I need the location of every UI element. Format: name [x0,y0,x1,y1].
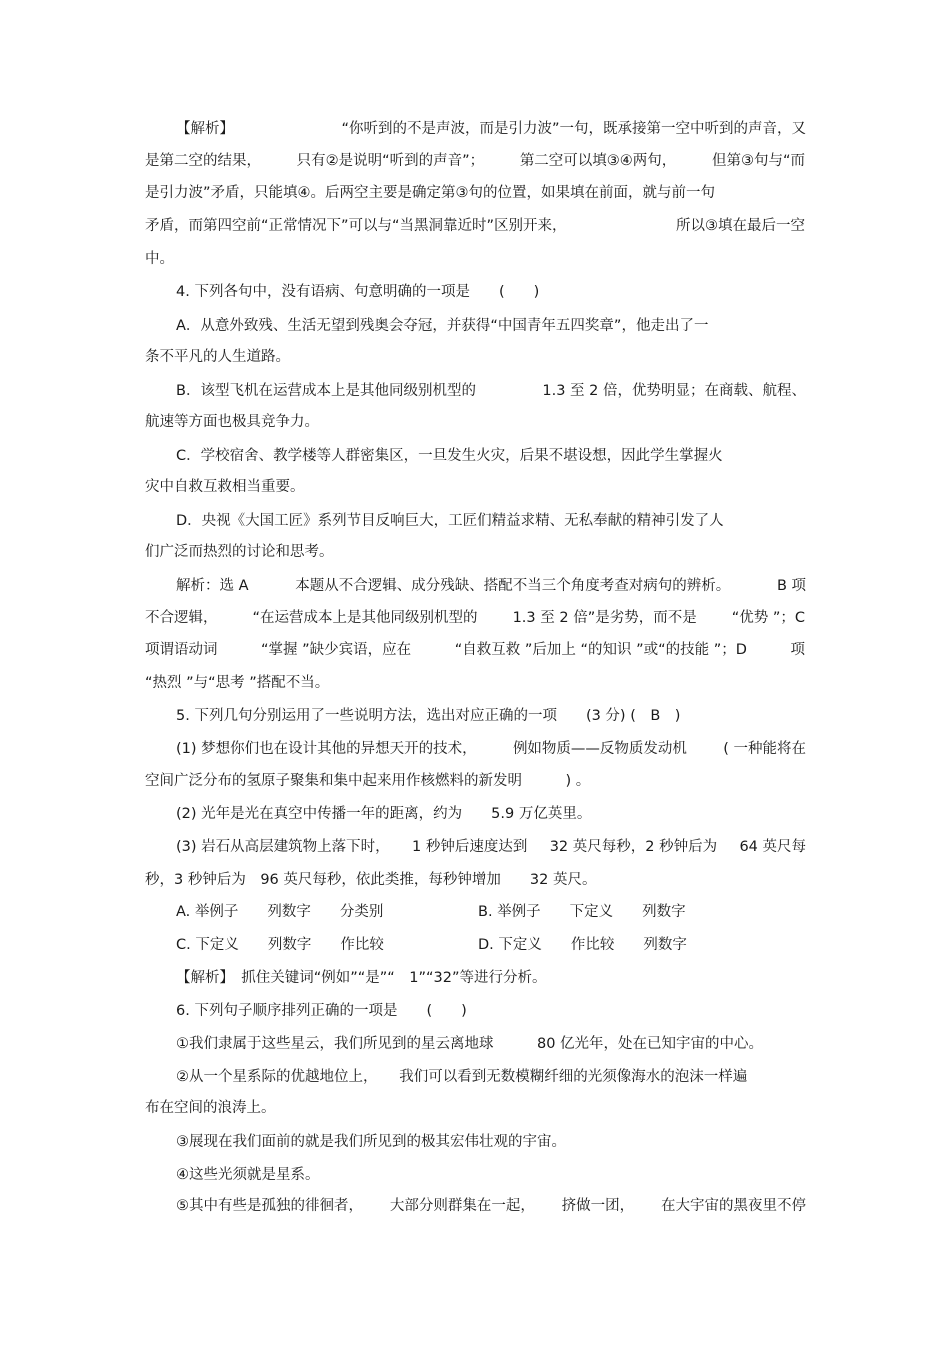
text-line: 航速等方面也极具竞争力。 [145,414,319,430]
text-line: D．央视《大国工匠》系列节目反响巨大，工匠们精益求精、无私奉献的精神引发了人 [176,513,724,529]
text-segment: 【解析】 [176,121,234,137]
text-line: C．学校宿舍、教学楼等人群密集区，一旦发生火灾，后果不堪设想，因此学生掌握火 [176,448,723,464]
option-left: C. 下定义 列数字 作比较 [176,937,384,953]
text-line: ②从一个星系际的优越地位上， 我们可以看到无数模糊纤细的光须像海水的泡沫一样遍 [176,1069,748,1085]
text-line: 4. 下列各句中，没有语病、句意明确的一项是 ( ) [176,284,540,300]
text-line [145,608,805,628]
text-line: 中。 [145,251,174,267]
text-line [176,1196,806,1216]
text-segment: “在运营成本上是其他同级别机型的 [252,610,478,626]
text-segment: “优势 ”；C [731,610,805,626]
text-segment: 解析：选 A [176,578,249,594]
text-line: 6. 下列句子顺序排列正确的一项是 ( ) [176,1003,467,1019]
text-segment: 64 英尺每 [739,839,806,855]
text-segment: 不合逻辑， [145,610,218,626]
text-line: 是引力波”矛盾，只能填④。后两空主要是确定第③句的位置，如果填在前面，就与前一句 [145,185,716,201]
text-segment: 矛盾，而第四空前“正常情况下”可以与“当黑洞靠近时”区别开来， [145,218,567,234]
text-segment: 是第二空的结果， [145,153,261,169]
text-segment: ⑤其中有些是孤独的徘徊者， [176,1198,363,1214]
text-segment: “掌握 ”缺少宾语，应在 [261,642,412,658]
text-line: A．从意外致残、生活无望到残奥会夺冠，并获得“中国青年五四奖章”，他走出了一 [176,318,709,334]
text-line [145,216,805,236]
text-segment: (1) 梦想你们也在设计其他的异想天开的技术， [176,741,477,757]
text-segment: 例如物质——反物质发动机 [512,741,687,757]
text-segment: 项 [790,642,805,658]
text-line [176,381,806,401]
text-line: 空间广泛分布的氢原子聚集和集中起来用作核燃料的新发明 ) 。 [145,773,591,789]
option-left: A. 举例子 列数字 分类别 [176,904,384,920]
text-segment: ( 一种能将在 [723,741,806,757]
text-segment: 1.3 至 2 倍，优势明显；在商载、航程、 [542,383,806,399]
text-line: 布在空间的浪涛上。 [145,1100,276,1116]
text-line: 们广泛而热烈的讨论和思考。 [145,544,334,560]
text-line [176,837,806,857]
text-segment: “自救互救 ”后加上 “的知识 ”或“的技能 ”；D [454,642,747,658]
text-segment: “你听到的不是声波，而是引力波”一句，既承接第一空中听到的声音，又 [341,121,806,137]
text-line: 秒，3 秒钟后为 96 英尺每秒，依此类推，每秒钟增加 32 英尺。 [145,872,597,888]
text-segment: 挤做一团， [561,1198,635,1214]
text-line [176,119,806,139]
text-line: 条不平凡的人生道路。 [145,349,290,365]
text-line: ④这些光须就是星系。 [176,1167,320,1183]
text-line [145,640,805,660]
text-line [176,576,806,596]
text-segment: 项谓语动词 [145,642,218,658]
text-segment: 但第③句与“而 [711,153,805,169]
text-line: ③展现在我们面前的就是我们所见到的极其宏伟壮观的宇宙。 [176,1134,566,1150]
text-line: (2) 光年是光在真空中传播一年的距离，约为 5.9 万亿英里。 [176,806,592,822]
text-segment: B．该型飞机在运营成本上是其他同级别机型的 [176,383,476,399]
text-segment: 32 英尺每秒，2 秒钟后为 [549,839,718,855]
text-segment: 第二空可以填③④两句， [519,153,677,169]
option-right: D. 下定义 作比较 列数字 [478,937,687,953]
text-line: 【解析】 抓住关键词“例如”“是”“ 1”“32”等进行分析。 [176,970,547,986]
text-segment: 只有②是说明“听到的声音”； [296,153,485,169]
text-segment: 所以③填在最后一空 [676,218,805,234]
text-segment: (3) 岩石从高层建筑物上落下时， [176,839,390,855]
text-line: 5. 下列几句分别运用了一些说明方法，选出对应正确的一项 (3 分) ( B ) [176,708,681,724]
text-line: “热烈 ”与“思考 ”搭配不当。 [145,675,330,691]
text-line [145,151,805,171]
text-line: ①我们隶属于这些星云，我们所见到的星云离地球 80 亿光年，处在已知宇宙的中心。 [176,1036,764,1052]
text-line: 灾中自救互救相当重要。 [145,479,305,495]
text-segment: 在大宇宙的黑夜里不停 [660,1198,806,1214]
text-segment: 1.3 至 2 倍”是劣势，而不是 [512,610,697,626]
text-line [176,739,806,759]
option-right: B. 举例子 下定义 列数字 [478,904,686,920]
text-segment: B 项 [776,578,806,594]
text-segment: 本题从不合逻辑、成分残缺、搭配不当三个角度考查对病句的辨析。 [295,578,731,594]
text-segment: 大部分则群集在一起， [389,1198,535,1214]
text-segment: 1 秒钟后速度达到 [412,839,528,855]
